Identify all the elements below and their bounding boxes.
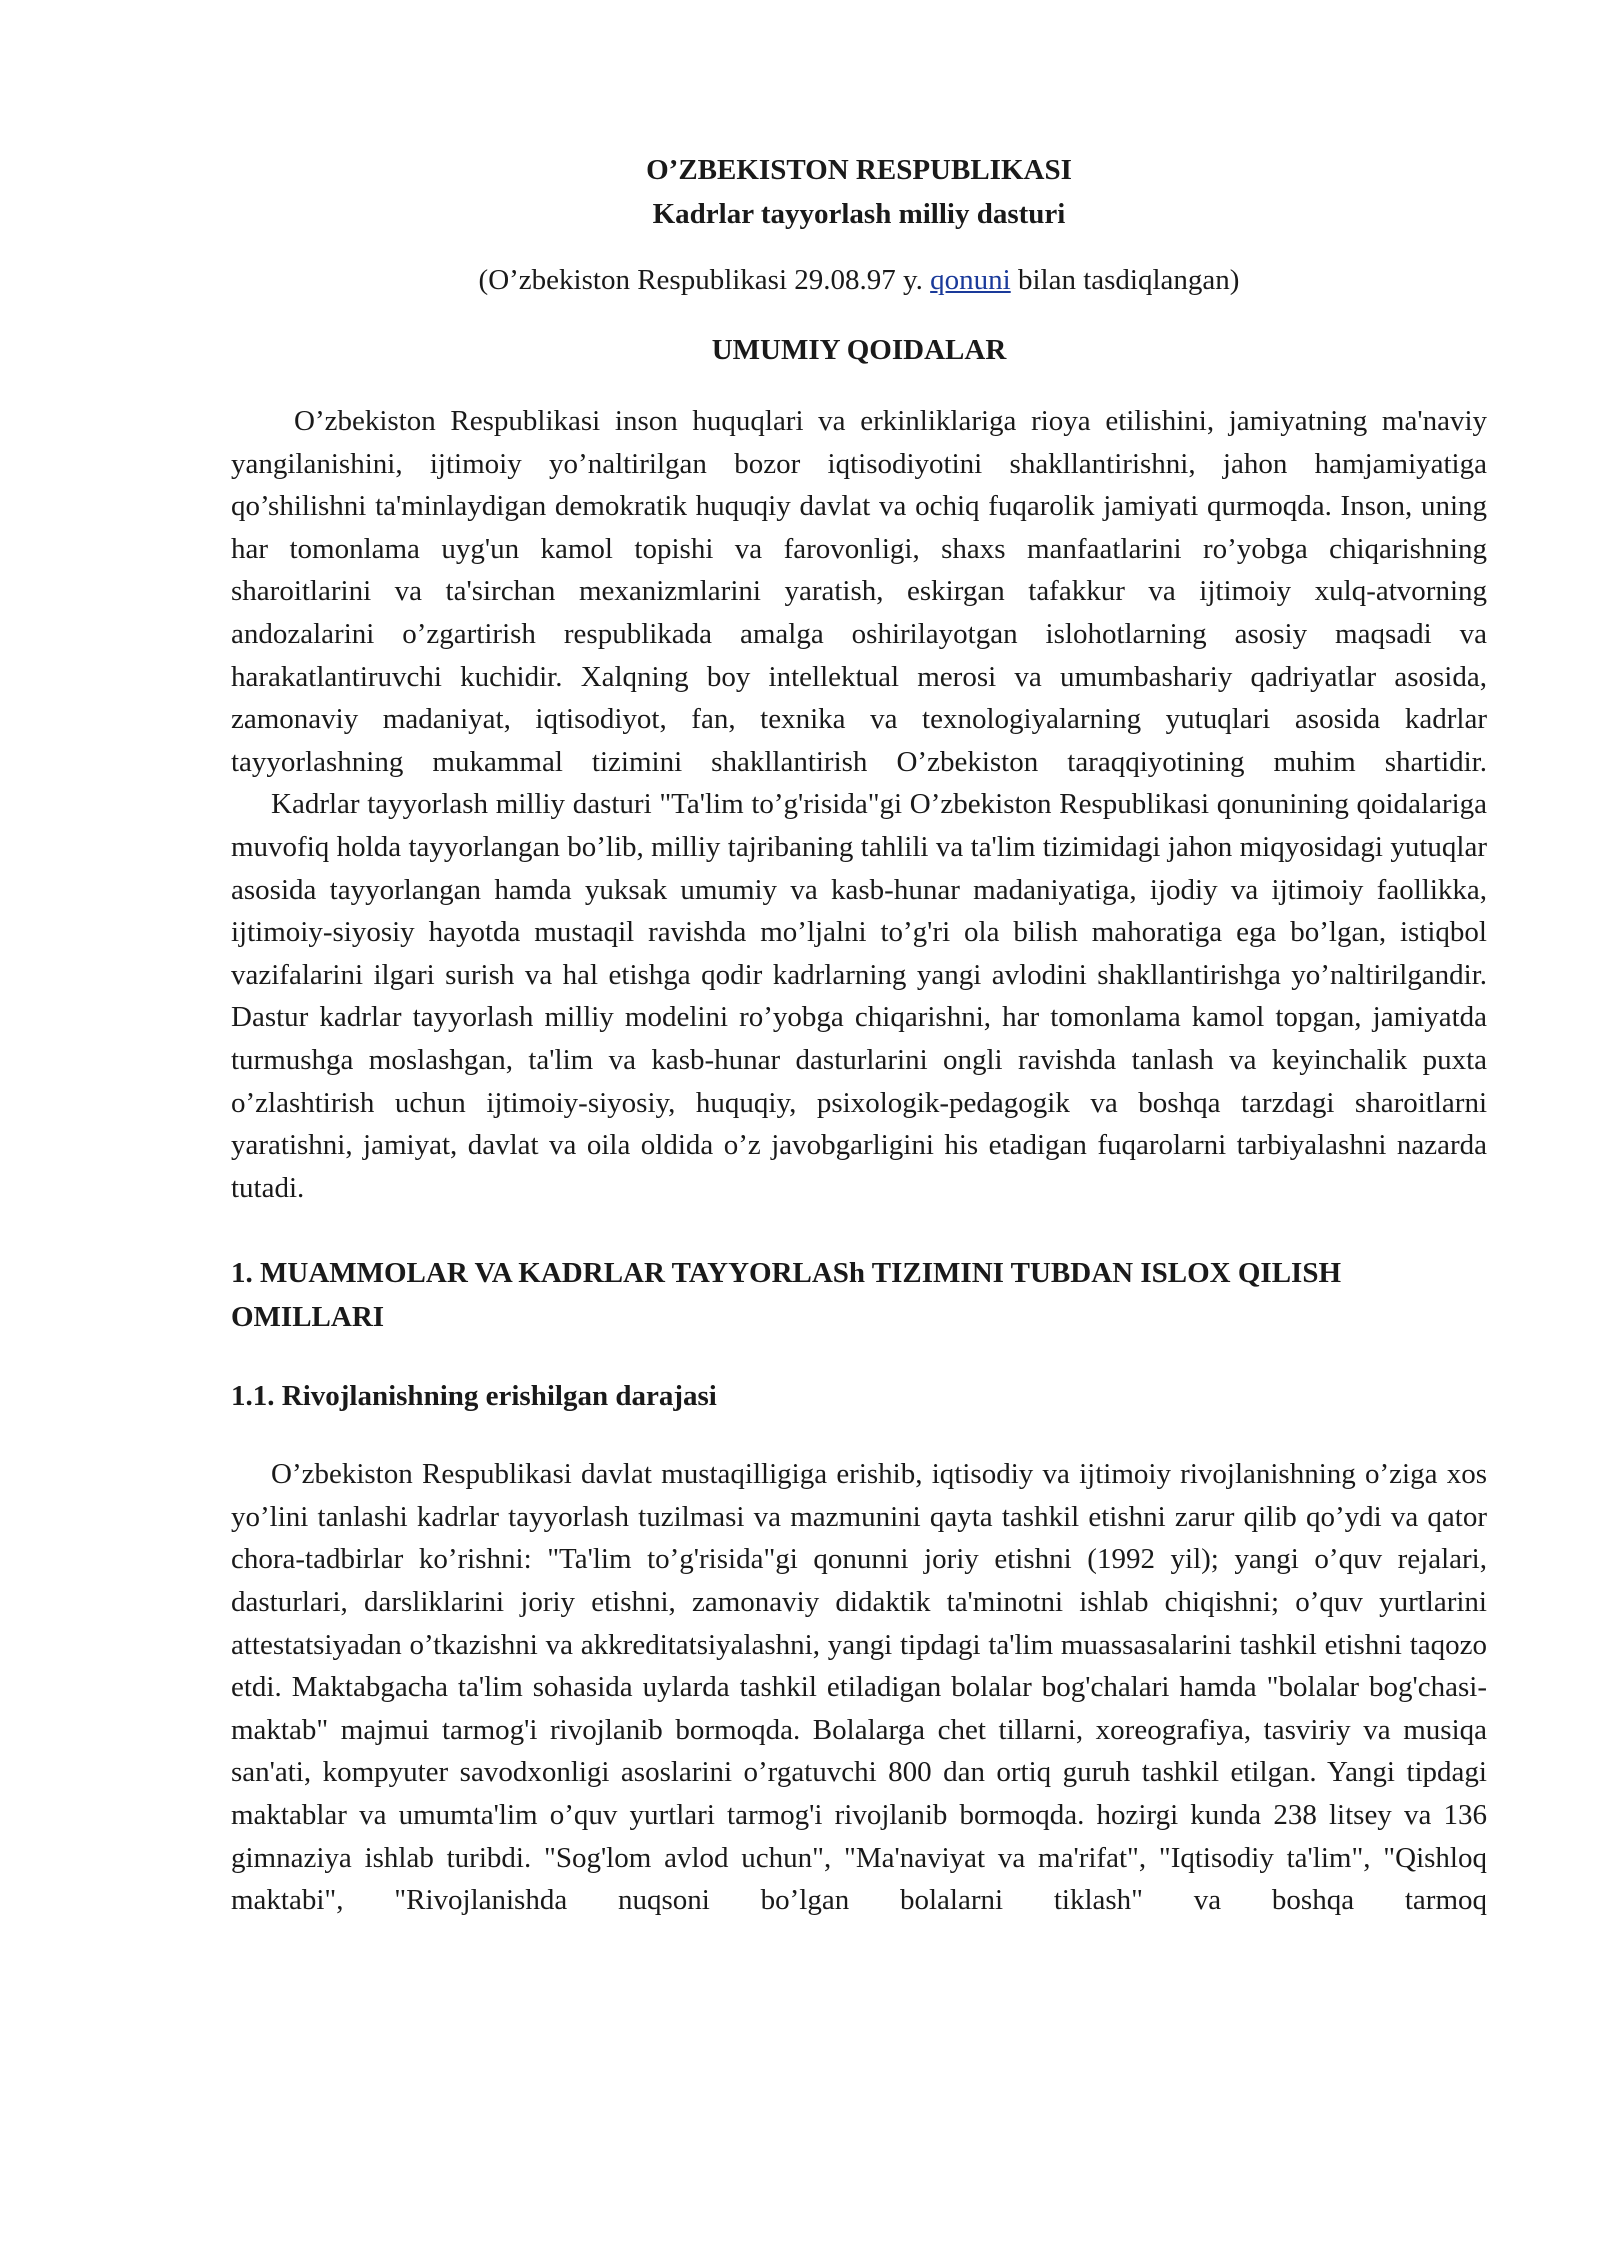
section-1-heading: 1. MUAMMOLAR VA KADRLAR TAYYORLASh TIZIMINI TUBDAN ISLOX QILISH OMILLARI	[231, 1257, 1342, 1334]
approval-note	[231, 258, 1487, 302]
document-page	[231, 148, 1487, 1922]
section-1-1-body	[231, 1453, 1487, 1922]
document-title-program: Kadrlar tayyorlash milliy dasturi	[652, 198, 1066, 230]
general-paragraph-1: O’zbekiston Respublikasi inson huquqlari va erkinliklariga rioya etilishini, jamiyatning ma'naviy yangilanishini, ijtimoiy yo’naltirilgan bozor iqtisodiyotini shakllantirishni, jahon hamjamiyatiga qo’shilishni ta'minlaydigan demokratik huquqiy davlat va ochiq fuqarolik jamiyati qurmoqda. Inson, uning har tomonlama uyg'un kamol topishi va farovonligi, shaxs manfaatlarini ro’yobga chiqarishning sharoitlarini va ta'sirchan mexanizmlarini yaratish, eskirgan tafakkur va ijtimoiy xulq-atvorning andozalarini o’zgartirish respublikada amalga oshirilayotgan islohotlarning asosiy maqsadi va harakatlantiruvchi kuchidir. Xalqning boy intellektual merosi va umumbashariy qadriyatlar asosida, zamonaviy madaniyat, iqtisodiyot, fan, texnika va texnologiyalarning yutuqlari asosida kadrlar tayyorlashning mukammal tizimini shakllantirish O’zbekiston taraqqiyotining muhim shartidir.	[231, 405, 1487, 778]
approval-suffix: bilan tasdiqlangan)	[1010, 264, 1240, 296]
general-provisions-body	[231, 400, 1487, 1209]
law-link[interactable]: qonuni	[930, 264, 1011, 296]
section-1-1-heading: 1.1. Rivojlanishning erishilgan darajasi	[231, 1380, 717, 1413]
document-title-country: O’ZBEKISTON RESPUBLIKASI	[646, 154, 1072, 186]
general-paragraph-2: Kadrlar tayyorlash milliy dasturi "Ta'lim to’g'risida"gi O’zbekiston Respublikasi qonunining qoidalariga muvofiq holda tayyorlangan bo’lib, milliy tajribaning tahlili va ta'lim tizimidagi jahon miqyosidagi yutuqlar asosida tayyorlangan hamda yuksak umumiy va kasb-hunar madaniyatiga, ijodiy va ijtimoiy faollikka, ijtimoiy-siyosiy hayotda mustaqil ravishda mo’ljalni to’g'ri ola bilish mahoratiga ega bo’lgan, istiqbol vazifalarini ilgari surish va hal etishga qodir kadrlarning yangi avlodini shakllantirishga yo’naltirilgandir. Dastur kadrlar tayyorlash milliy modelini ro’yobga chiqarishni, har tomonlama kamol topgan, jamiyatda turmushga moslashgan, ta'lim va kasb-hunar dasturlarini ongli ravishda tanlash va keyinchalik puxta o’zlashtirish uchun ijtimoiy-siyosiy, huquqiy, psixologik-pedagogik va boshqa tarzdagi sharoitlarni yaratishni, jamiyat, davlat va oila oldida o’z javobgarligini his etadigan fuqarolarni tarbiyalashni nazarda tutadi.	[231, 788, 1487, 1204]
section-1-1-paragraph-1: O’zbekiston Respublikasi davlat mustaqilligiga erishib, iqtisodiy va ijtimoiy rivojlanishning o’ziga xos yo’lini tanlashi kadrlar tayyorlash tuzilmasi va mazmunini qayta tashkil etishni zarur qilib qo’ydi va qator chora-tadbirlar ko’rishni: "Ta'lim to’g'risida"gi qonunni joriy etishni (1992 yil); yangi o’quv rejalari, dasturlari, darsliklarini joriy etishni, zamonaviy didaktik ta'minotni ishlab chiqishni; o’quv yurtlarini attestatsiyadan o’tkazishni va akkreditatsiyalashni, yangi tipdagi ta'lim muassasalarini tashkil etishni taqozo etdi. Maktabgacha ta'lim sohasida uylarda tashkil etiladigan bolalar bog'chalari hamda "bolalar bog'chasi-maktab" majmui tarmog'i rivojlanib bormoqda. Bolalarga chet tillarni, xoreografiya, tasviriy va musiqa san'ati, kompyuter savodxonligi asoslarini o’rgatuvchi 800 dan ortiq guruh tashkil etilgan. Yangi tipdagi maktablar va umumta'lim o’quv yurtlari tarmog'i rivojlanib bormoqda. hozirgi kunda 238 litsey va 136 gimnaziya ishlab turibdi. "Sog'lom avlod uchun", "Ma'naviyat va ma'rifat", "Iqtisodiy ta'lim", "Qishloq maktabi", "Rivojlanishda nuqsoni bo’lgan bolalarni tiklash" va boshqa tarmoq	[231, 1458, 1487, 1917]
general-provisions-heading: UMUMIY QOIDALAR	[711, 334, 1007, 366]
approval-prefix: (O’zbekiston Respublikasi 29.08.97 y.	[478, 264, 931, 296]
